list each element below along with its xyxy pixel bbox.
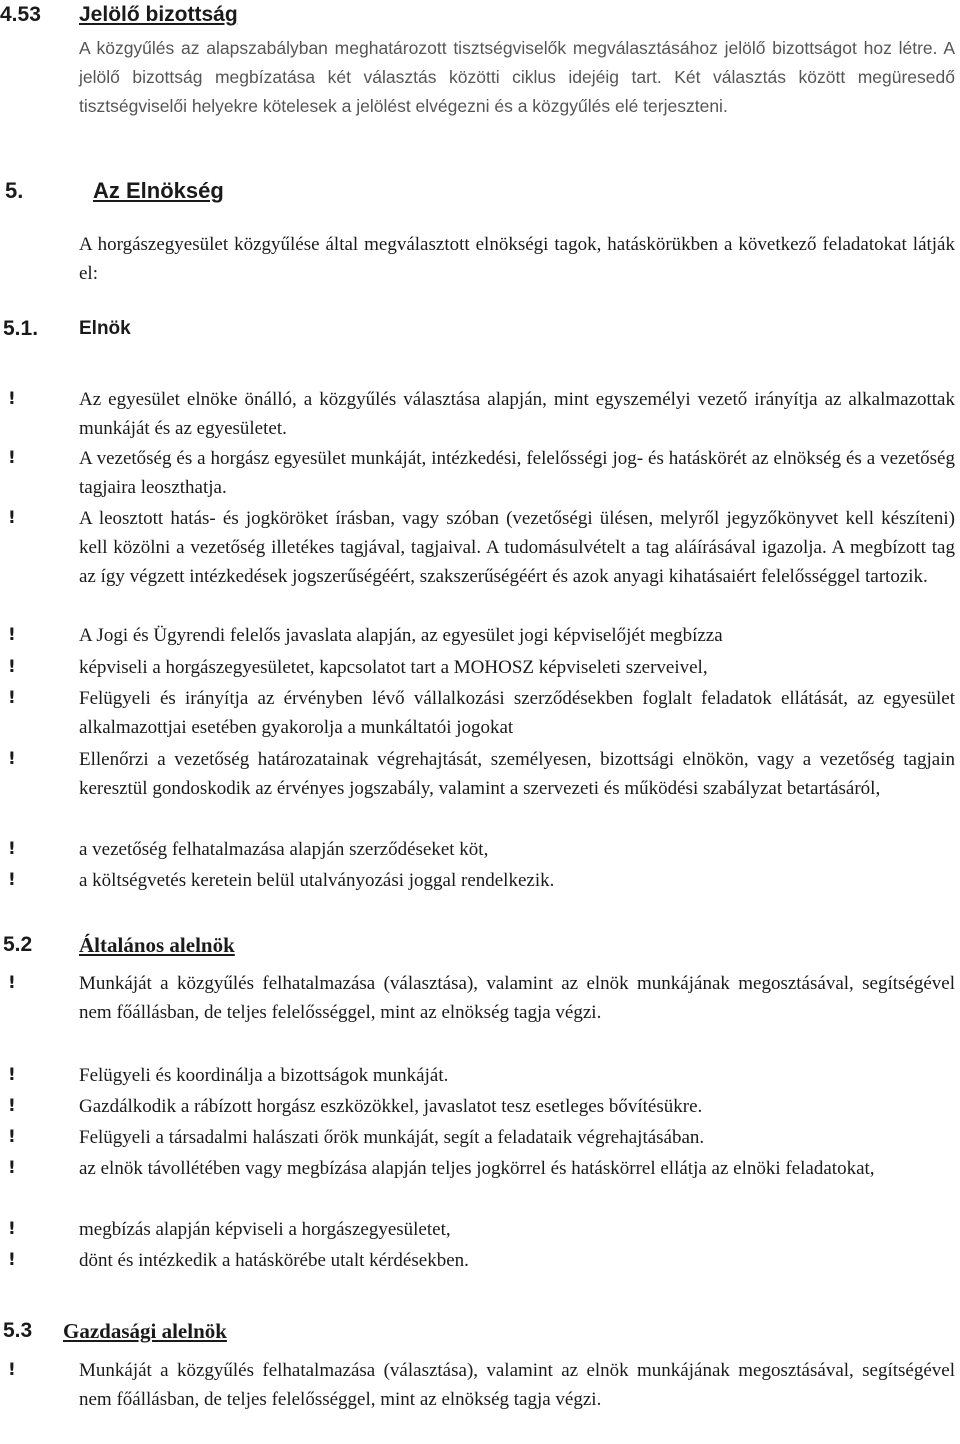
list-item-text: Az egyesület elnöke önálló, a közgyűlés választása alapján, mint egyszemélyi vezető irányítja az alkalmazottak munkáját és az egyesületet.: [79, 389, 955, 440]
list-item-text: Munkáját a közgyűlés felhatalmazása (választása), valamint az elnök munkájának megosztásával, segítségével nem főállásban, de teljes felelősséggel, mint az elnökség tagja végzi.: [79, 1360, 955, 1411]
bullet-icon: !: [8, 1065, 16, 1085]
bullet-icon: !: [8, 688, 16, 708]
list-item-text: Ellenőrzi a vezetőség határozatainak végrehajtását, személyesen, bizottsági elnökön, vagy a vezetőség tagjain keresztül gondoskodik az érvényes jogszabály, valamint a szervezeti és működési szabályzat betartásáról,: [79, 749, 955, 800]
bullet-icon: !: [8, 1219, 16, 1239]
bullet-icon: !: [8, 870, 16, 890]
list-item-text: az elnök távollétében vagy megbízása alapján teljes jogkörrel és hatáskörrel ellátja az elnöki feladatokat,: [79, 1158, 875, 1179]
bullet-icon: !: [8, 508, 16, 528]
list-item-text: A Jogi és Ügyrendi felelős javaslata alapján, az egyesület jogi képviselőjét megbízza: [79, 625, 723, 646]
list-item-text: A leosztott hatás- és jogköröket írásban, vagy szóban (vezetőségi ülésen, melyről jegyzőkönyvet kell készíteni) kell közölni a vezetőség illetékes tagjával, tagjaival. A tudomásulvételt a tag aláírásával igazolja. A megbízott tag az így végzett intézkedések jogszerűségéért, szakszerűségéért és azok anyagi kihatásaiért felelősséggel tartozik.: [79, 508, 955, 588]
list-item-text: A vezetőség és a horgász egyesület munkáját, intézkedési, felelősségi jog- és hatáskörét az elnökség és a vezetőség tagjaira leoszthatja.: [79, 448, 955, 499]
section-title: Gazdasági alelnök: [63, 1319, 227, 1343]
bullet-icon: !: [8, 839, 16, 859]
section-number: 5.3: [3, 1319, 33, 1342]
list-item-text: a költségvetés keretein belül utalványozási joggal rendelkezik.: [79, 870, 555, 891]
bullet-icon: !: [8, 973, 16, 993]
list-item-text: a vezetőség felhatalmazása alapján szerződéseket köt,: [79, 839, 489, 860]
bullet-icon: !: [8, 1360, 16, 1380]
section-paragraph: A közgyűlés az alapszabályban meghatározott tisztségviselők megválasztásához jelölő bizottságot hoz létre. A jelölő bizottság megbízatása két választás közötti ciklus idejéig tart. Két választás között megüresedő tisztségviselői helyekre kötelesek a jelölést elvégezni és a közgyűlés elé terjeszteni.: [79, 38, 955, 117]
bullet-icon: !: [8, 389, 16, 409]
list-item-text: képviseli a horgászegyesületet, kapcsolatot tart a MOHOSZ képviseleti szerveivel,: [79, 657, 708, 678]
section-number: 5.2: [3, 933, 33, 956]
section-title: Az Elnökség: [93, 178, 224, 203]
section-number: 4.53: [0, 3, 41, 26]
bullet-icon: !: [8, 1127, 16, 1147]
bullet-icon: !: [8, 1250, 16, 1270]
list-item-text: Munkáját a közgyűlés felhatalmazása (választása), valamint az elnök munkájának megosztásával, segítségével nem főállásban, de teljes felelősséggel, mint az elnökség tagja végzi.: [79, 973, 955, 1024]
list-item-text: Felügyeli és irányítja az érvényben lévő vállalkozási szerződésekben foglalt feladatok ellátását, az egyesület alkalmazottjai esetében gyakorolja a munkáltatói jogokat: [79, 688, 955, 739]
section-title: Általános alelnök: [79, 933, 235, 957]
section-number: 5.1.: [3, 317, 39, 340]
section-number: 5.: [5, 178, 24, 203]
section-paragraph: A horgászegyesület közgyűlése által megválasztott elnökségi tagok, hatáskörükben a következő feladatokat látják el:: [79, 234, 955, 285]
bullet-icon: !: [8, 625, 16, 645]
bullet-icon: !: [8, 1096, 16, 1116]
list-item-text: Gazdálkodik a rábízott horgász eszközökkel, javaslatot tesz esetleges bővítésükre.: [79, 1096, 703, 1117]
list-item-text: megbízás alapján képviseli a horgászegyesületet,: [79, 1219, 451, 1240]
list-item-text: dönt és intézkedik a hatáskörébe utalt kérdésekben.: [79, 1250, 469, 1271]
section-title: Elnök: [79, 318, 131, 339]
bullet-icon: !: [8, 657, 16, 677]
bullet-icon: !: [8, 1158, 16, 1178]
list-item-text: Felügyeli a társadalmi halászati őrök munkáját, segít a feladataik végrehajtásában.: [79, 1127, 705, 1148]
section-title: Jelölő bizottság: [79, 3, 238, 26]
bullet-icon: !: [8, 749, 16, 769]
list-item-text: Felügyeli és koordinálja a bizottságok munkáját.: [79, 1065, 449, 1086]
bullet-icon: !: [8, 448, 16, 468]
